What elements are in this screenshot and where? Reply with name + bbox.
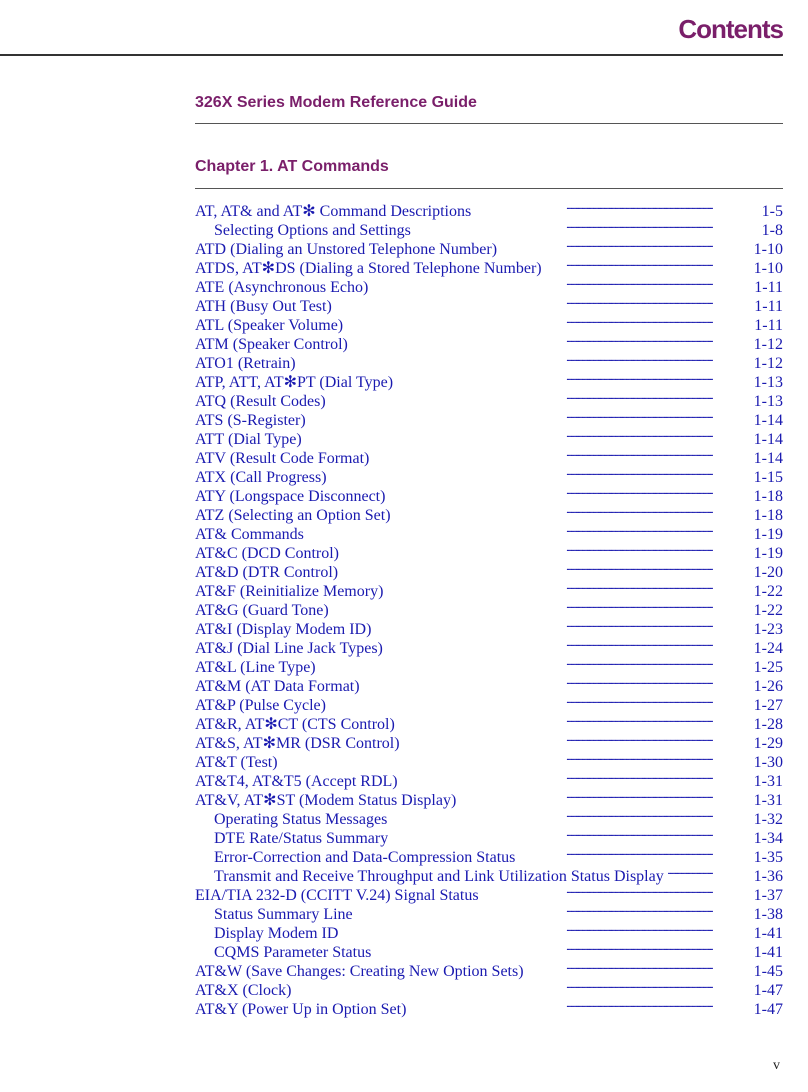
toc-dot-leader [295,976,713,995]
toc-dot-leader [373,444,713,463]
toc-entry-page[interactable]: 1-8 [761,222,783,239]
toc-dot-leader [402,767,713,786]
toc-entry-page[interactable]: 1-11 [754,298,783,315]
toc-entry-title[interactable]: AT&V, AT✻ST (Modem Status Display) [195,792,457,809]
toc-entry-title[interactable]: AT, AT& and AT✻ Command Descriptions [195,203,472,220]
toc-entry-page[interactable]: 1-34 [753,830,783,847]
toc-dot-leader [395,501,713,520]
toc-entry-page[interactable]: 1-24 [753,640,783,657]
toc-entry-page[interactable]: 1-20 [753,564,783,581]
toc-entry-title[interactable]: Error-Correction and Data-Compression Status [214,849,516,866]
toc-entry-title[interactable]: AT& Commands [195,526,304,543]
toc-entry-page[interactable]: 1-22 [753,583,783,600]
guide-divider [195,123,783,124]
toc-dot-leader [460,786,713,805]
toc-dot-leader [397,368,713,387]
toc-entry-title[interactable]: ATDS, AT✻DS (Dialing a Stored Telephone Number) [195,260,542,277]
toc-entry-page[interactable]: 1-18 [753,507,783,524]
page-title: Contents [678,14,783,44]
toc-dot-leader [392,824,713,843]
toc-dot-leader [375,615,713,634]
toc-entry-page[interactable]: 1-27 [753,697,783,714]
toc-dot-leader [415,216,713,235]
toc-dot-leader [483,881,713,900]
toc-dot-leader [300,349,713,368]
guide-title: 326X Series Modem Reference Guide [195,94,477,111]
toc-entry-page[interactable]: 1-41 [753,925,783,942]
toc-dot-leader [475,197,713,216]
toc-dot-leader [320,653,713,672]
toc-entry-page[interactable]: 1-23 [753,621,783,638]
toc-entry-page[interactable]: 1-19 [753,545,783,562]
toc-entry-title[interactable]: ATQ (Result Codes) [195,393,326,410]
toc-dot-leader [352,330,713,349]
toc-entry-page[interactable]: 1-28 [753,716,783,733]
header-divider [0,54,783,56]
toc-dot-leader [330,387,713,406]
toc-entry[interactable] [195,197,783,220]
toc-dot-leader [668,862,713,881]
toc-entry-page[interactable]: 1-35 [753,849,783,866]
toc-entry-title[interactable]: ATH (Busy Out Test) [195,298,332,315]
toc-entry-page[interactable]: 1-25 [753,659,783,676]
table-of-contents [195,197,783,1018]
toc-dot-leader [308,520,713,539]
toc-entry-page[interactable]: 1-41 [753,944,783,961]
toc-dot-leader [333,596,713,615]
toc-entry-page[interactable]: 1-47 [753,982,783,999]
toc-entry-title[interactable]: ATY (Longspace Disconnect) [195,488,386,505]
toc-entry-title[interactable]: ATE (Asynchronous Echo) [195,279,369,296]
toc-entry-page[interactable]: 1-11 [754,317,783,334]
toc-dot-leader [306,425,713,444]
toc-entry-title[interactable]: ATT (Dial Type) [195,431,302,448]
toc-entry-title[interactable]: ATX (Call Progress) [195,469,327,486]
toc-entry-page[interactable]: 1-26 [753,678,783,695]
toc-entry-page[interactable]: 1-30 [753,754,783,771]
toc-dot-leader [310,406,713,425]
toc-dot-leader [331,463,713,482]
toc-entry-title[interactable]: AT&D (DTR Control) [195,564,339,581]
toc-entry-page[interactable]: 1-38 [753,906,783,923]
toc-entry-page[interactable]: 1-13 [753,374,783,391]
toc-dot-leader [389,482,713,501]
toc-entry-title[interactable]: AT&C (DCD Control) [195,545,339,562]
toc-entry-page[interactable]: 1-14 [753,431,783,448]
toc-entry-page[interactable]: 1-11 [754,279,783,296]
toc-entry-title[interactable]: ATP, ATT, AT✻PT (Dial Type) [195,374,394,391]
toc-dot-leader [387,577,713,596]
toc-entry-title[interactable]: AT&P (Pulse Cycle) [195,697,326,714]
toc-entry-title[interactable]: ATM (Speaker Control) [195,336,348,353]
toc-dot-leader [375,938,713,957]
toc-dot-leader [364,672,713,691]
toc-entry-title[interactable]: AT&T (Test) [195,754,278,771]
toc-dot-leader [528,957,713,976]
chapter-divider [195,188,783,189]
toc-dot-leader [387,634,713,653]
toc-entry-title[interactable]: Status Summary Line [214,906,353,923]
toc-entry-title[interactable]: Selecting Options and Settings [214,222,411,239]
toc-dot-leader [404,729,713,748]
toc-dot-leader [501,235,713,254]
toc-entry-title[interactable]: ATD (Dialing an Unstored Telephone Number) [195,241,498,258]
toc-dot-leader [330,691,713,710]
toc-entry-title[interactable]: ATS (S-Register) [195,412,306,429]
toc-entry-page[interactable]: 1-37 [753,887,783,904]
toc-dot-leader [546,254,713,273]
toc-entry[interactable] [195,748,783,771]
toc-dot-leader [410,995,713,1014]
toc-dot-leader [342,919,713,938]
toc-entry-page[interactable]: 1-19 [753,526,783,543]
toc-entry-title[interactable]: ATL (Speaker Volume) [195,317,344,334]
toc-entry-page[interactable]: 1-14 [753,450,783,467]
toc-entry-page[interactable]: 1-45 [753,963,783,980]
toc-dot-leader [391,805,713,824]
toc-dot-leader [357,900,713,919]
toc-entry-page[interactable]: 1-5 [761,203,783,220]
toc-entry-title[interactable]: Operating Status Messages [214,811,388,828]
toc-entry-title[interactable]: AT&F (Reinitialize Memory) [195,583,384,600]
toc-dot-leader [342,558,713,577]
toc-entry-title[interactable]: AT&M (AT Data Format) [195,678,360,695]
toc-entry-page[interactable]: 1-10 [753,241,783,258]
toc-dot-leader [336,292,713,311]
toc-entry-title[interactable]: ATZ (Selecting an Option Set) [195,507,391,524]
toc-entry-title[interactable]: AT&W (Save Changes: Creating New Option Sets) [195,963,524,980]
toc-entry-page[interactable]: 1-29 [753,735,783,752]
toc-entry-title[interactable]: EIA/TIA 232-D (CCITT V.24) Signal Status [195,887,479,904]
toc-dot-leader [347,311,713,330]
toc-entry-title[interactable]: AT&Y (Power Up in Option Set) [195,1001,407,1018]
toc-entry-title[interactable]: CQMS Parameter Status [214,944,372,961]
toc-entry-page[interactable]: 1-14 [753,412,783,429]
toc-entry-page[interactable]: 1-31 [753,792,783,809]
page-number: v [773,1058,780,1073]
toc-entry-title[interactable]: AT&S, AT✻MR (DSR Control) [195,735,400,752]
toc-entry-page[interactable]: 1-18 [753,488,783,505]
toc-entry-title[interactable]: ATO1 (Retrain) [195,355,296,372]
toc-dot-leader [372,273,713,292]
toc-entry-title[interactable]: Transmit and Receive Throughput and Link Utilization Status Display [214,868,664,885]
toc-entry-title[interactable]: AT&L (Line Type) [195,659,316,676]
toc-dot-leader [282,748,713,767]
toc-entry-title[interactable]: AT&J (Dial Line Jack Types) [195,640,383,657]
toc-entry[interactable] [195,767,783,790]
toc-entry-page[interactable]: 1-31 [753,773,783,790]
toc-entry-title[interactable]: DTE Rate/Status Summary [214,830,389,847]
toc-entry-title[interactable]: ATV (Result Code Format) [195,450,370,467]
toc-entry-title[interactable]: AT&T4, AT&T5 (Accept RDL) [195,773,398,790]
toc-entry-title[interactable]: AT&R, AT✻CT (CTS Control) [195,716,395,733]
toc-entry-title[interactable]: Display Modem ID [214,925,339,942]
toc-entry-title[interactable]: AT&G (Guard Tone) [195,602,329,619]
toc-dot-leader [519,843,713,862]
chapter-title: Chapter 1. AT Commands [195,158,389,175]
toc-dot-leader [343,539,713,558]
toc-entry-page[interactable]: 1-12 [753,355,783,372]
toc-entry-page[interactable]: 1-32 [753,811,783,828]
toc-entry-page[interactable]: 1-10 [753,260,783,277]
toc-entry-title[interactable]: AT&X (Clock) [195,982,292,999]
toc-entry-page[interactable]: 1-15 [753,469,783,486]
toc-entry-page[interactable]: 1-12 [753,336,783,353]
toc-dot-leader [399,710,713,729]
toc-entry-page[interactable]: 1-13 [753,393,783,410]
toc-entry-page[interactable]: 1-36 [753,868,783,885]
toc-entry-title[interactable]: AT&I (Display Modem ID) [195,621,372,638]
toc-entry-page[interactable]: 1-22 [753,602,783,619]
toc-entry-page[interactable]: 1-47 [753,1001,783,1018]
